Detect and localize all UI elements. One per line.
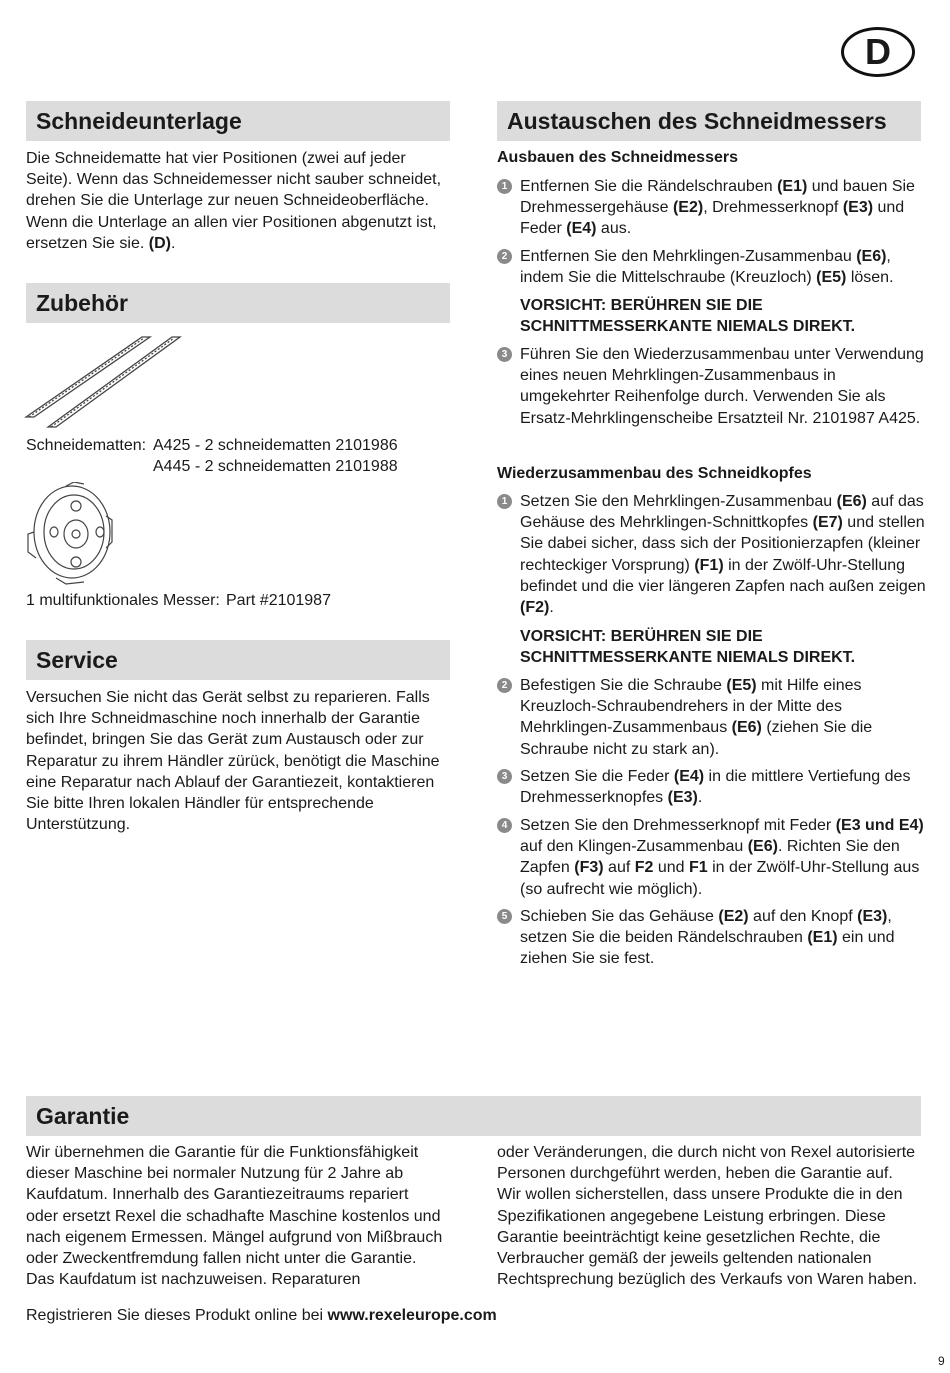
section-heading-garantie: Garantie (26, 1096, 921, 1136)
step-text: und Feder (520, 199, 905, 238)
ausbauen-step-3 (497, 344, 927, 429)
part-ref: (F1) (694, 556, 724, 574)
garantie-text-col-2: oder Veränderungen, die durch nicht von Rexel autorisierte Personen durchgeführt werden, heben die Garantie auf. Wir wollen sicherstellen, dass unsere Produkte die in den Spezifikationen angegebene Leistung erbringen. Diese Garantie beeinträchtigt keine gesetzlichen Rechte, die Verbraucher gemäß der jeweils geltenden nationalen Rechtsprechung bezüglich des Verkaufs von Waren haben. (497, 1144, 918, 1289)
part-ref: (E1) (777, 178, 808, 195)
step-text: in der Zwölf-Uhr-Stellung befindet und die vier längeren Zapfen nach außen zeigen (520, 556, 926, 595)
step-text: auf den Klingen-Zusammenbau (520, 838, 748, 856)
part-ref: (F3) (574, 859, 604, 877)
step-text: Schieben Sie das Gehäuse (520, 908, 719, 925)
step-number-badge: 3 (497, 347, 512, 362)
part-ref: (E6) (856, 248, 887, 265)
step-text: auf das Gehäuse des Mehrklingen-Schnittkopfes (520, 493, 924, 532)
caution-warning-1: VORSICHT: BERÜHREN SIE DIE SCHNITTMESSERKANTE NIEMALS DIREKT. (520, 297, 856, 335)
step-number-badge: 5 (497, 909, 512, 924)
step-number-badge: 1 (497, 179, 512, 194)
step-number-badge: 4 (497, 818, 512, 833)
step-text: in der Zwölf-Uhr-Stellung aus (so aufrecht wie möglich). (520, 859, 920, 898)
step-text: in die mittlere Vertiefung des Drehmesserknopfes (520, 768, 911, 807)
step-text: Setzen Sie die Feder (520, 768, 674, 785)
schneideunterlage-body: Die Schneidematte hat vier Positionen (zwei auf jeder Seite). Wenn das Schneidemesser nicht sauber schneidet, drehen Sie die Unterlage zur neuen Schneideoberfläche. Wenn die Unterlage an allen vier Positionen abgenutzt ist, ersetzen Sie sie. (26, 150, 442, 252)
step-text: , setzen Sie die beiden Rändelschrauben (520, 908, 892, 947)
schneideunterlage-ref: (D) (148, 234, 171, 252)
step-text: , Drehmesserknopf (703, 199, 843, 217)
step-text: . (697, 789, 703, 807)
page-number: 9 (938, 1354, 945, 1368)
wieder-step-5 (497, 906, 927, 970)
subheading-ausbauen: Ausbauen des Schneidmessers (497, 149, 738, 166)
schneideunterlage-end: . (170, 234, 176, 252)
blade-illustration (26, 482, 114, 588)
part-ref: (E3) (842, 199, 874, 217)
mats-line-2: A445 - 2 schneidematten 2101988 (153, 458, 398, 475)
part-ref: (E4) (673, 768, 705, 785)
step-text: mit Hilfe eines Kreuzloch-Schraubendrehers in der Mitte des Mehrklingen-Zusammenbaus (520, 677, 862, 737)
section-heading-service: Service (26, 640, 450, 680)
blade-part: Part #2101987 (226, 592, 331, 609)
part-ref: F1 (689, 859, 708, 877)
step-text: Setzen Sie den Mehrklingen-Zusammenbau (520, 493, 837, 510)
step-text: Führen Sie den Wiederzusammenbau unter Verwendung eines neuen Mehrklingen-Zusammenbaus in umgekehrter Reihenfolge durch. Verwenden Sie als Ersatz-Mehrklingenscheibe Ersatzteil Nr. 2101987 A425. (520, 346, 924, 427)
part-ref: F2 (634, 859, 654, 877)
step-text: , indem Sie die Mittelschraube (Kreuzloch) (520, 248, 891, 287)
mats-label: Schneidematten: (26, 437, 147, 454)
step-text: und bauen Sie Drehmessergehäuse (520, 178, 915, 217)
step-number-badge: 1 (497, 494, 512, 509)
register-prefix: Registrieren Sie dieses Produkt online bei (26, 1307, 328, 1324)
part-ref: (E2) (718, 908, 749, 925)
step-number-badge: 3 (497, 769, 512, 784)
section-heading-zubehoer: Zubehör (26, 283, 450, 323)
part-ref: (E7) (812, 514, 843, 532)
subheading-wiederzusammenbau: Wiederzusammenbau des Schneidkopfes (497, 465, 812, 482)
wieder-step-2 (497, 675, 927, 760)
wieder-step-4 (497, 815, 927, 900)
part-ref: (E5) (726, 677, 757, 694)
cutting-mats-illustration (24, 333, 184, 431)
part-ref: (E1) (807, 929, 838, 947)
part-ref: (E3 und E4) (835, 817, 924, 834)
blade-label: 1 multifunktionales Messer: (26, 592, 220, 609)
mats-line-1: A425 - 2 schneidematten 2101986 (153, 437, 398, 454)
step-number-badge: 2 (497, 678, 512, 693)
part-ref: (E6) (836, 493, 867, 510)
step-text: Entfernen Sie die Rändelschrauben (520, 178, 778, 195)
part-ref: (E5) (816, 269, 847, 287)
step-text: . (549, 599, 554, 617)
caution-warning-2: VORSICHT: BERÜHREN SIE DIE SCHNITTMESSERKANTE NIEMALS DIREKT. (520, 628, 856, 666)
part-ref: (F2) (520, 599, 550, 617)
schneideunterlage-text (26, 148, 446, 254)
part-ref: (E4) (566, 220, 597, 238)
section-heading-austauschen: Austauschen des Schneidmessers (497, 101, 921, 141)
register-line (26, 1305, 626, 1326)
step-number-badge: 2 (497, 249, 512, 264)
step-text: aus. (596, 220, 632, 238)
step-text: ein und ziehen Sie sie fest. (520, 929, 895, 968)
ausbauen-step-2 (497, 246, 927, 288)
step-text: Entfernen Sie den Mehrklingen-Zusammenbau (520, 248, 857, 265)
step-text: Setzen Sie den Drehmesserknopf mit Feder (520, 817, 836, 834)
step-text: Befestigen Sie die Schraube (520, 677, 727, 694)
step-text: . Richten Sie den Zapfen (520, 838, 900, 877)
section-heading-schneideunterlage: Schneideunterlage (26, 101, 450, 141)
part-ref: (E3) (857, 908, 888, 925)
wieder-step-1 (497, 491, 927, 618)
garantie-text-col-1: Wir übernehmen die Garantie für die Funktionsfähigkeit dieser Maschine bei normaler Nutzung für 2 Jahre ab Kaufdatum. Innerhalb des Garantiezeitraums repariert oder ersetzt Rexel die schadhafte Maschine kostenlos und nach eigenem Ermessen. Mängel aufgrund von Mißbrauch oder Zweckentfremdung fallen nicht unter die Garantie. Das Kaufdatum ist nachzuweisen. Reparaturen (26, 1144, 443, 1289)
part-ref: (E6) (747, 838, 778, 856)
step-text: und (653, 859, 689, 877)
step-text: lösen. (846, 269, 894, 287)
language-badge: D (841, 27, 915, 77)
step-text: auf (603, 859, 635, 877)
register-link[interactable]: www.rexeleurope.com (327, 1307, 497, 1324)
part-ref: (E6) (731, 719, 762, 737)
service-text: Versuchen Sie nicht das Gerät selbst zu reparieren. Falls sich Ihre Schneidmaschine noch innerhalb der Garantie befindet, bringen Sie das Gerät zum Austausch oder zur Reparatur zu ihrem Händler zürück, benötigt die Maschine eine Reparatur nach Ablauf der Garantiezeit, kontaktieren Sie bitte Ihren lokalen Händler für entsprechende Unterstützung. (26, 689, 440, 834)
step-text: (ziehen Sie die Schraube nicht zu stark an). (520, 719, 873, 758)
step-text: und stellen Sie dabei sicher, dass sich der Positionierzapfen (kleiner rechteckiger Vorsprung) (520, 514, 925, 574)
part-ref: (E3) (667, 789, 698, 807)
wieder-step-3 (497, 766, 927, 808)
ausbauen-step-1 (497, 176, 927, 240)
part-ref: (E2) (672, 199, 704, 217)
step-text: auf den Knopf (748, 908, 858, 925)
